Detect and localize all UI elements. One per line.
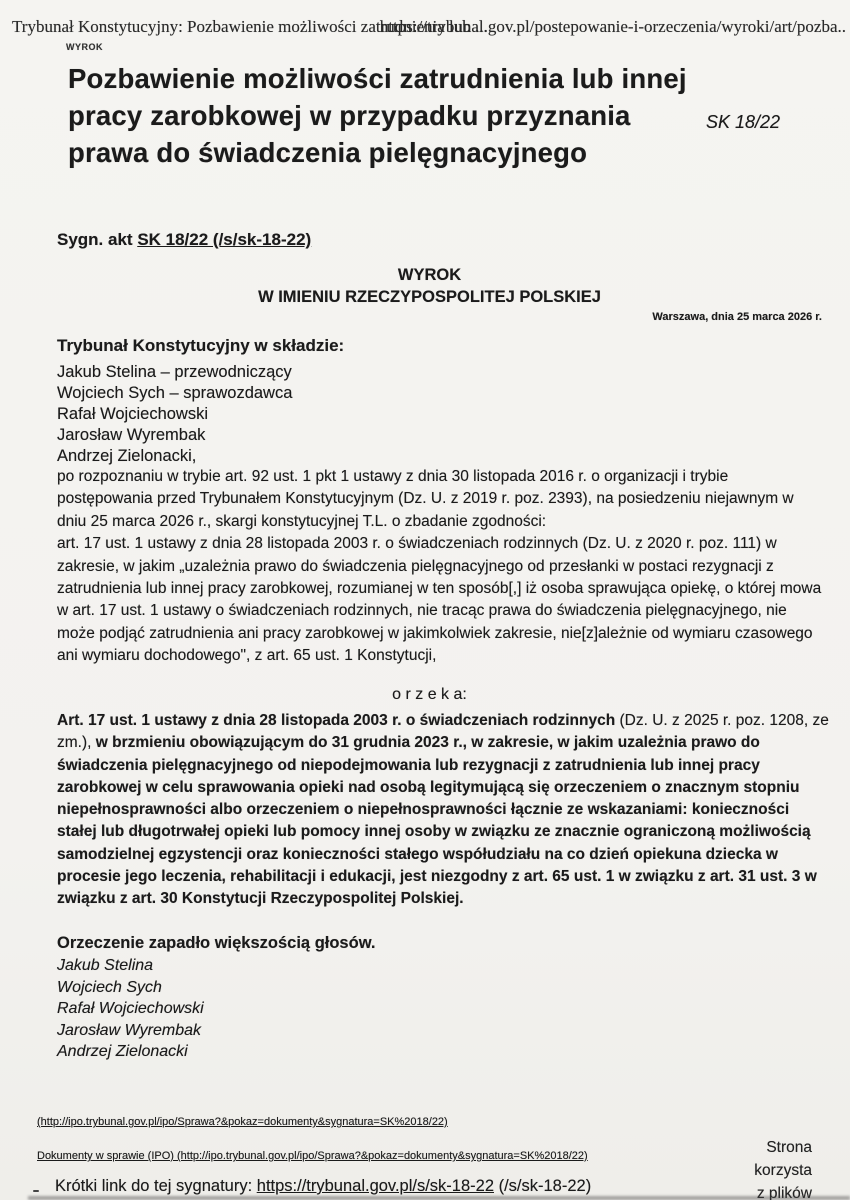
short-link-line	[55, 1177, 591, 1196]
signatures-list	[57, 955, 204, 1063]
verdict-heading-block	[57, 264, 802, 308]
recital-intro: po rozpoznaniu w trybie art. 92 ust. 1 pkt 1 ustawy z dnia 30 listopada 2016 r. o organizacji i trybie postępowania przed Trybunałem Konstytucyjnym (Dz. U. z 2019 r. poz. 2393), na posiedzeniu niejawnym w dniu 25 marca 2026 r., skargi konstytucyjnej T.L. o zbadanie zgodności:	[57, 468, 794, 530]
cookie-notice-line: Strona	[766, 1139, 812, 1156]
judge-signature: Jarosław Wyrembak	[57, 1021, 202, 1039]
print-header-subtitle: WYROK	[66, 42, 103, 52]
judge-signature: Rafał Wojciechowski	[57, 1000, 204, 1017]
panel-member: Jakub Stelina – przewodniczący	[57, 363, 292, 381]
panel-member: Rafał Wojciechowski	[57, 405, 208, 423]
cookie-notice-line: korzysta	[754, 1162, 812, 1179]
short-link-label: Krótki link do tej sygnatury:	[55, 1177, 257, 1195]
verdict-heading: WYROK	[397, 266, 462, 284]
scan-bottom-artifact	[28, 1196, 850, 1200]
orzeka-heading: o r z e k a:	[392, 686, 467, 703]
short-link-suffix: (/s/sk-18-22)	[494, 1177, 592, 1195]
ruling-regular-part: (Dz. U. z 2025 r. poz. 1208, ze zm.),	[57, 712, 829, 752]
documents-in-case-link[interactable]: Dokumenty w sprawie (IPO) (http://ipo.trybunal.gov.pl/ipo/Sprawa?&pokaz=dokumenty&sygnatura=SK%2018/22)	[37, 1150, 588, 1162]
panel-list	[57, 362, 292, 467]
case-signature-link[interactable]: SK 18/22 (/s/sk-18-22)	[137, 230, 312, 249]
ruling-paragraph	[57, 710, 829, 911]
documents-line	[37, 1150, 588, 1162]
panel-member: Wojciech Sych – sprawozdawca	[57, 384, 293, 402]
print-header-page-title: Trybunał Konstytucyjny: Pozbawienie możliwości zatrudnienia lub ...	[12, 17, 488, 36]
case-signature-prefix: Sygn. akt	[57, 230, 138, 249]
print-header-url: https://trybunal.gov.pl/postepowanie-i-orzeczenia/wyroki/art/pozba..	[379, 17, 846, 36]
recital-paragraph	[57, 466, 825, 668]
scan-margin-mark	[33, 1190, 39, 1192]
ipo-url-line	[37, 1116, 448, 1128]
judge-signature: Andrzej Zielonacki	[57, 1043, 188, 1060]
judge-signature: Jakub Stelina	[57, 957, 154, 974]
cookie-notice	[754, 1136, 812, 1200]
majority-note: Orzeczenie zapadło większością głosów.	[57, 934, 376, 952]
recital-subject: art. 17 ust. 1 ustawy z dnia 28 listopada 2003 r. o świadczeniach rodzinnych (Dz. U. z 2020 r. poz. 111) w zakresie, w jakim „uzależnia prawo do świadczenia pielęgnacyjnego od przesłanki w postaci rezygnacji z zatrudnienia lub innej pracy zarobkowej, rozumianej w ten sposób[,] iż osoba sprawująca opiekę, o której mowa w art. 17 ust. 1 ustawy o świadczeniach rodzinnych, nie tracąc prawa do świadczenia pielęgnacyjnego, nie może podjąć zatrudnienia ani pracy zarobkowej w jakimkolwiek zakresie, nie[z]ależnie od wymiaru czasowego ani wymiaru dochodowego", z art. 65 ust. 1 Konstytucji,	[57, 535, 822, 665]
judge-signature: Wojciech Sych	[57, 978, 162, 996]
ipo-url-link[interactable]: (http://ipo.trybunal.gov.pl/ipo/Sprawa?&pokaz=dokumenty&sygnatura=SK%2018/22)	[37, 1116, 448, 1128]
short-link-url[interactable]: https://trybunal.gov.pl/s/sk-18-22	[256, 1177, 494, 1195]
ruling-bold-part-1: Art. 17 ust. 1 ustawy z dnia 28 listopada 2003 r. o świadczeniach rodzinnych	[57, 712, 620, 729]
cookie-notice-line: z plików	[756, 1185, 812, 1200]
page-title: Pozbawienie możliwości zatrudnienia lub innej pracy zarobkowej w przypadku przyznania prawa do świadczenia pielęgnacyjnego	[68, 63, 687, 168]
case-number: SK 18/22	[706, 112, 781, 132]
panel-member: Jarosław Wyrembak	[57, 426, 206, 444]
panel-heading: Trybunał Konstytucyjny w składzie:	[57, 336, 345, 355]
ruling-bold-part-2: w brzmieniu obowiązującym do 31 grudnia 2023 r., w zakresie, w jakim uzależnia prawo do świadczenia pielęgnacyjnego od niepodejmowania lub rezygnacji z zatrudnienia lub innej pracy zarobkowej w celu sprawowania opieki nad osobą legitymującą się orzeczeniem o znacznym stopniu niepełnosprawności albo orzeczeniem o niepełnosprawności łącznie ze wskazaniami: konieczności stałej lub długotrwałej opieki lub pomocy innej osoby w związku ze znacznie ograniczoną możliwością samodzielnej egzystencji oraz konieczności stałego współudziału na co dzień opiekuna dziecka w procesie jego leczenia, rehabilitacji i edukacji, jest niezgodny z art. 65 ust. 1 w związku z art. 31 ust. 3 w związku z art. 30 Konstytucji Rzeczypospolitej Polskiej.	[57, 734, 817, 908]
dateline: Warszawa, dnia 25 marca 2026 r.	[652, 311, 822, 323]
panel-member: Andrzej Zielonacki,	[57, 447, 197, 465]
verdict-subheading: W IMIENIU RZECZYPOSPOLITEJ POLSKIEJ	[258, 288, 601, 306]
case-signature-line	[57, 230, 311, 250]
